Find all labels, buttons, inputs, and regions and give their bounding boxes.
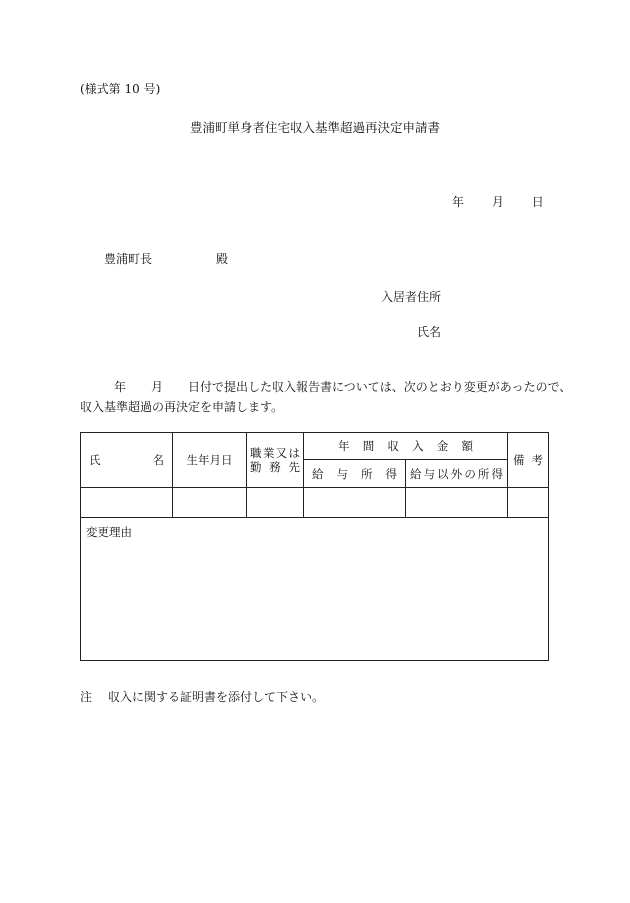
income-table [80, 432, 549, 661]
reason-cell[interactable] [81, 518, 549, 661]
cell-birthdate[interactable] [173, 488, 247, 518]
cell-salary-income[interactable] [304, 488, 406, 518]
resident-address-label: 入居者住所 [381, 290, 442, 304]
date-day-label: 日 [531, 195, 544, 209]
header-other-income: 給 与 以 外 の 所 得 [406, 460, 508, 488]
header-salary-income: 給 与 所 得 [304, 460, 406, 488]
header-annual-income: 年 間 収 入 金 額 [304, 433, 508, 460]
date-line [452, 193, 544, 210]
cell-occupation[interactable] [247, 488, 304, 518]
body-line-2: 収入基準超過の再決定を申請します。 [80, 400, 284, 414]
addressee [104, 250, 228, 267]
table-row [81, 488, 549, 518]
note-text: 収入に関する証明書を添付して下さい。 [108, 690, 325, 704]
header-birthdate: 生年月日 [173, 433, 247, 488]
cell-name[interactable] [81, 488, 173, 518]
cell-other-income[interactable] [406, 488, 508, 518]
date-year-label: 年 [452, 195, 465, 209]
header-remarks: 備 考 [508, 433, 549, 488]
body-text [80, 377, 571, 417]
addressee-name: 豊浦町長 [104, 252, 153, 266]
header-occupation: 職 業 又 は 勤 務 先 [247, 433, 304, 488]
reason-label: 変更理由 [86, 525, 132, 539]
cell-remarks[interactable] [508, 488, 549, 518]
form-number: (様式第 10 号) [80, 82, 161, 96]
body-line-1 [80, 377, 571, 397]
body-month: 月 [151, 380, 164, 394]
resident-name-label: 氏名 [417, 325, 442, 339]
header-name: 氏 名 [81, 433, 173, 488]
addressee-suffix: 殿 [216, 252, 229, 266]
note-mark: 注 [80, 690, 93, 704]
document-title: 豊浦町単身者住宅収入基準超過再決定申請書 [189, 120, 440, 135]
note [80, 688, 324, 705]
body-year: 年 [114, 380, 127, 394]
body-line-1-rest: 日付で提出した収入報告書については、次のとおり変更があったので、 [188, 380, 572, 394]
date-month-label: 月 [491, 195, 504, 209]
